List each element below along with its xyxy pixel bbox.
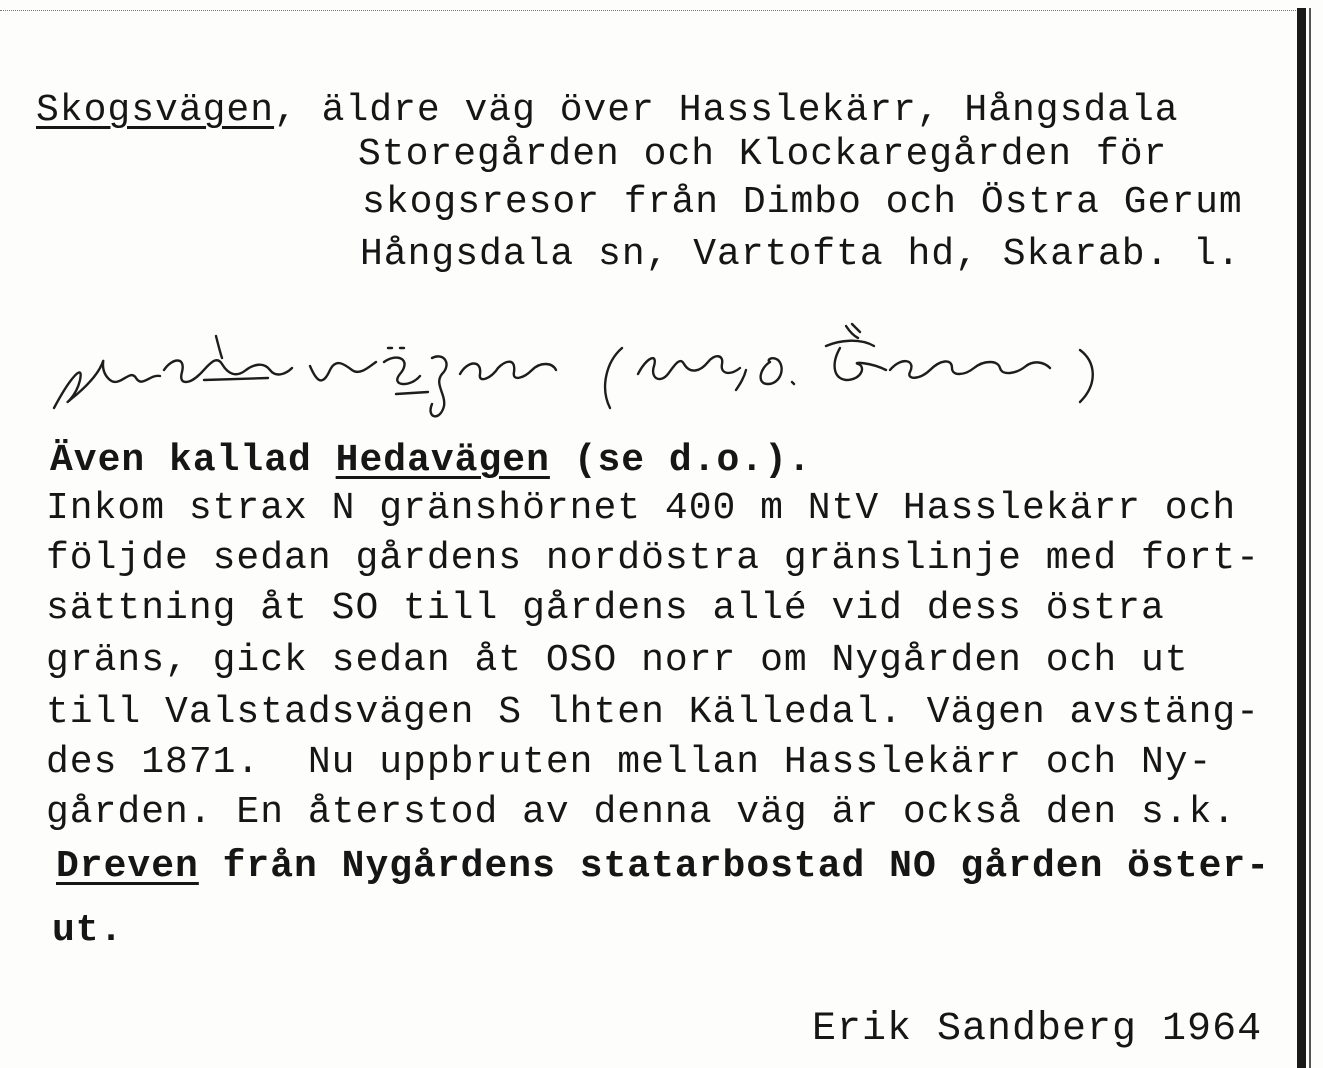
also-called-prefix: Även kallad [50,439,336,482]
handwriting-stroke [1080,350,1093,402]
header-line-1-text: , äldre väg över Hasslekärr, Hångsdala [274,89,1179,132]
body-line-7: gården. En återstod av denna väg är också den s.k. [46,791,1237,834]
handwriting-stroke [204,378,268,380]
signature: Erik Sandberg 1964 [812,1007,1263,1052]
handwriting-stroke [761,358,782,384]
header-line-3: skogsresor från Dimbo och Östra Gerum [362,181,1243,224]
handwriting-stroke [396,392,428,394]
handwriting-stroke [54,361,160,408]
dreven-line [56,845,1270,888]
body-line-3: sättning åt SO till gårdens allé vid dess östra [46,587,1165,630]
also-called-suffix: (se d.o.). [549,439,812,482]
handwriting-stroke [431,356,447,416]
also-called-line [50,439,812,482]
handwriting-stroke [310,362,376,380]
headword: Skogsvägen [36,89,275,132]
handwriting-stroke [792,382,794,384]
card-top-edge [0,10,1300,11]
handwritten-annotation [40,318,1140,428]
handwriting-stroke [605,348,622,408]
last-line: ut. [52,909,124,952]
body-line-4: gräns, gick sedan åt OSO norr om Nygården och ut [46,639,1189,682]
header-line-4: Hångsdala sn, Vartofta hd, Skarab. l. [360,233,1241,276]
body-line-6: des 1871. Nu uppbruten mellan Hasslekärr och Ny- [46,741,1213,784]
body-line-2: följde sedan gårdens nordöstra gränslinje med fort- [46,537,1260,580]
handwriting-stroke [460,362,556,379]
handwriting-stroke [638,356,740,379]
also-called-name: Hedavägen [335,439,550,482]
handwriting-stroke [826,341,886,380]
header-line-1 [36,89,1179,132]
card-right-border-thin [1309,8,1311,1068]
dreven-rest: från Nygårdens statarbostad NO gården öster- [198,845,1270,888]
handwriting-stroke [846,324,860,338]
dreven-name: Dreven [56,845,199,888]
card-right-border [1297,8,1306,1068]
body-line-5: till Valstadsvägen S lhten Källedal. Vägen avstäng- [46,691,1260,734]
header-line-2: Storegården och Klockaregården för [358,133,1168,176]
handwriting-stroke [736,370,746,390]
body-line-1: Inkom strax N gränshörnet 400 m NtV Hasslekärr och [46,487,1237,530]
handwriting-stroke [384,358,420,385]
handwriting-stroke [216,336,222,358]
handwriting-stroke [890,361,1050,378]
